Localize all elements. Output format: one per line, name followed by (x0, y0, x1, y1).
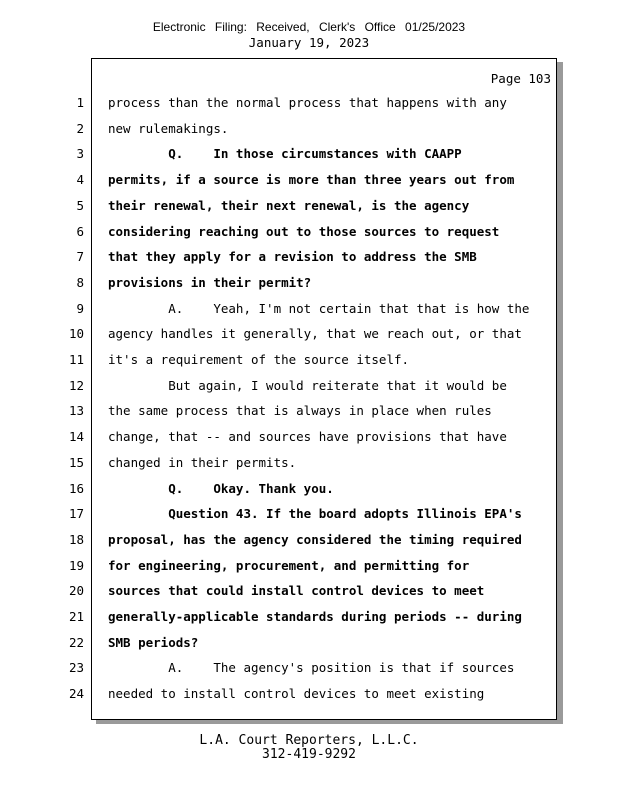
line-number: 6 (76, 224, 84, 239)
transcript-line: for engineering, procurement, and permitting for (108, 558, 470, 573)
page-number: Page 103 (490, 71, 551, 86)
transcript-line: change, that -- and sources have provisions that have (108, 429, 507, 444)
line-number: 23 (68, 660, 84, 675)
transcript-line: sources that could install control devices to meet (108, 583, 485, 598)
line-number: 14 (68, 429, 84, 444)
line-number: 1 (76, 95, 84, 110)
line-number: 3 (76, 146, 84, 161)
line-number: 4 (76, 172, 84, 187)
line-number: 13 (68, 403, 84, 418)
line-number: 17 (68, 506, 84, 521)
transcript-line: considering reaching out to those sources to request (108, 224, 500, 239)
transcript-line: that they apply for a revision to address the SMB (108, 249, 477, 264)
line-number: 8 (76, 275, 84, 290)
transcript-line: SMB periods? (108, 635, 199, 650)
line-number: 21 (68, 609, 84, 624)
line-number: 12 (68, 378, 84, 393)
footer-phone: 312-419-9292 (262, 747, 356, 762)
transcript-line: needed to install control devices to meet existing (108, 686, 485, 701)
line-number: 11 (68, 352, 84, 367)
line-number: 18 (68, 532, 84, 547)
transcript-line: generally-applicable standards during periods -- during (108, 609, 522, 624)
transcript-line: the same process that is always in place when rules (108, 403, 492, 418)
transcript-line: proposal, has the agency considered the timing required (108, 532, 522, 547)
line-number: 16 (68, 481, 84, 496)
transcript-line: permits, if a source is more than three years out from (108, 172, 515, 187)
transcript-line: agency handles it generally, that we reach out, or that (108, 326, 522, 341)
transcript-date: January 19, 2023 (248, 35, 370, 50)
transcript-line: changed in their permits. (108, 455, 297, 470)
line-number: 9 (76, 301, 84, 316)
line-number: 22 (68, 635, 84, 650)
line-number: 10 (68, 326, 84, 341)
transcript-line: A. Yeah, I'm not certain that that is how the (108, 301, 530, 316)
line-number: 5 (76, 198, 84, 213)
transcript-line: Question 43. If the board adopts Illinois EPA's (108, 506, 522, 521)
transcript-line: A. The agency's position is that if sources (108, 660, 515, 675)
transcript-line: it's a requirement of the source itself. (108, 352, 410, 367)
footer-company: L.A. Court Reporters, L.L.C. (199, 733, 419, 748)
line-number: 24 (68, 686, 84, 701)
transcript-line: Q. Okay. Thank you. (108, 481, 334, 496)
line-number: 15 (68, 455, 84, 470)
transcript-line: provisions in their permit? (108, 275, 312, 290)
transcript-line: Q. In those circumstances with CAAPP (108, 146, 462, 161)
line-number: 2 (76, 121, 84, 136)
line-number: 19 (68, 558, 84, 573)
transcript-line: But again, I would reiterate that it would be (108, 378, 507, 393)
line-number: 7 (76, 249, 84, 264)
efiling-stamp: Electronic Filing: Received, Clerk's Office 01/25/2023 (152, 20, 466, 34)
transcript-line: process than the normal process that happens with any (108, 95, 507, 110)
transcript-line: their renewal, their next renewal, is the agency (108, 198, 470, 213)
transcript-line: new rulemakings. (108, 121, 229, 136)
line-number: 20 (68, 583, 84, 598)
